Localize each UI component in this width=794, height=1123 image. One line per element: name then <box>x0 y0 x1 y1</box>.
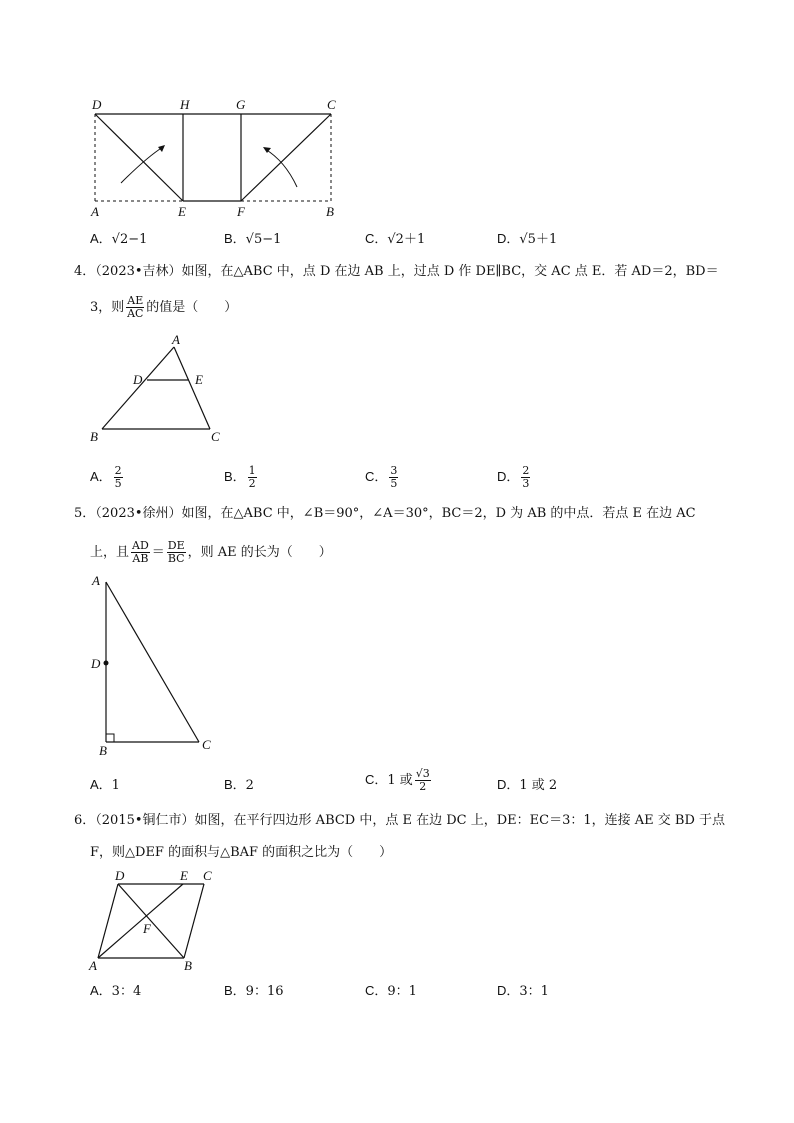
q4-stem-line1 <box>74 262 719 282</box>
q5-option-c[interactable] <box>365 768 433 793</box>
q6-option-b[interactable] <box>224 981 284 1002</box>
q6-option-d-key: D． <box>497 983 520 998</box>
q6-label-a: A <box>89 958 97 973</box>
q6-option-c-text: 9：1 <box>387 984 417 999</box>
q5-option-d-key: D． <box>497 777 520 792</box>
q3-option-c-key: C． <box>365 231 388 246</box>
q5-line2-suffix: ，则 AE 的长为（ ） <box>187 545 332 560</box>
q4-stem-line2 <box>90 295 237 320</box>
q5-source: （2023•徐州） <box>95 506 182 521</box>
q5-option-d[interactable] <box>497 775 557 796</box>
q6-text-line1: 如图，在平行四边形 ABCD 中，点 E 在边 DC 上，DE：EC＝3：1，连接 AE 交 BD 于点 <box>194 813 726 828</box>
q3-option-a-key: A． <box>90 231 112 246</box>
q5-option-c-numerator: √3 <box>415 767 430 780</box>
q5-fraction1-denominator: AB <box>132 552 149 565</box>
q4-option-c-fraction <box>389 465 398 490</box>
q5-option-c-fraction <box>415 768 431 793</box>
q5-label-b: B <box>99 743 107 757</box>
q6-number: 6． <box>74 813 96 828</box>
q5-stem-line1 <box>74 504 696 524</box>
q5-label-a: A <box>92 573 100 588</box>
q6-segment-bc <box>184 884 204 958</box>
q4-label-e: E <box>195 372 203 387</box>
q3-option-d[interactable] <box>497 229 557 250</box>
q5-option-b-key: B． <box>224 777 246 792</box>
q6-segment-bd <box>118 884 184 958</box>
q5-option-c-denominator: 2 <box>419 780 427 793</box>
q5-option-a[interactable] <box>90 775 120 796</box>
q5-option-b[interactable] <box>224 775 254 796</box>
q4-label-c: C <box>211 429 220 444</box>
q5-label-c: C <box>202 737 211 752</box>
q3-figure <box>85 95 345 220</box>
q5-fraction-ad-ab <box>131 540 150 565</box>
q3-label-f: F <box>237 204 245 219</box>
q3-label-b: B <box>326 204 334 219</box>
q6-stem-line1 <box>74 811 725 831</box>
q4-option-a-numerator: 2 <box>114 464 122 477</box>
q6-label-b: B <box>184 958 192 973</box>
q5-stem-line2 <box>90 540 332 565</box>
q5-figure <box>86 572 221 757</box>
q4-source: （2023•吉林） <box>95 264 182 279</box>
q4-option-c-key: C． <box>365 469 388 484</box>
q4-option-a[interactable] <box>90 465 125 490</box>
q6-segment-ad <box>98 884 118 958</box>
q3-option-b-text: √5−1 <box>245 232 282 247</box>
q4-fraction-denominator: AC <box>127 307 144 320</box>
q6-option-b-text: 9：16 <box>245 984 284 999</box>
q3-label-a: A <box>91 204 99 219</box>
q4-option-d-numerator: 2 <box>522 464 530 477</box>
q6-option-b-key: B． <box>224 983 246 998</box>
q5-line2-prefix: 上，且 <box>90 545 130 560</box>
q5-option-b-text: 2 <box>245 778 254 793</box>
q3-option-c[interactable] <box>365 229 425 250</box>
q5-right-angle-mark <box>106 734 114 742</box>
q6-text-line2: F，则△DEF 的面积与△BAF 的面积之比为（ ） <box>90 845 393 860</box>
q6-source: （2015•铜仁市） <box>95 813 195 828</box>
q4-label-d: D <box>133 372 143 387</box>
q4-option-a-key: A． <box>90 469 112 484</box>
q6-figure <box>86 866 221 976</box>
q5-label-d: D <box>91 656 101 671</box>
q3-arrowhead-left <box>158 145 165 152</box>
q4-option-d-fraction <box>521 465 530 490</box>
q4-option-d[interactable] <box>497 465 532 490</box>
q5-fraction2-denominator: BC <box>167 552 185 565</box>
q6-option-c-key: C． <box>365 983 388 998</box>
q5-text-line1: 如图，在△ABC 中，∠B＝90°，∠A＝30°，BC＝2，D 为 AB 的中点．若点 E 在边 AC <box>181 506 696 521</box>
q3-option-a-text: √2−1 <box>111 232 148 247</box>
q4-option-b[interactable] <box>224 465 259 490</box>
q6-option-a[interactable] <box>90 981 141 1002</box>
q4-option-c-denominator: 5 <box>390 477 398 490</box>
q3-label-h: H <box>180 97 190 112</box>
q4-label-b: B <box>90 429 98 444</box>
q4-fraction <box>126 295 144 320</box>
q6-option-c[interactable] <box>365 981 417 1002</box>
q4-line2-suffix: 的值是（ ） <box>146 300 238 315</box>
q5-fraction2-numerator: DE <box>167 539 185 552</box>
q5-point-d <box>104 661 109 666</box>
q3-option-d-text: √5＋1 <box>519 232 558 247</box>
q4-option-b-key: B． <box>224 469 246 484</box>
q6-option-d[interactable] <box>497 981 549 1002</box>
q3-option-b[interactable] <box>224 229 281 250</box>
q4-label-a: A <box>172 333 180 347</box>
q5-option-c-prefix: 1 或 <box>387 773 413 788</box>
q6-segment-ae <box>98 884 183 958</box>
q4-figure <box>88 333 228 448</box>
q4-option-d-denominator: 3 <box>522 477 530 490</box>
q4-segment-ab <box>102 347 174 429</box>
q4-option-a-fraction <box>114 465 123 490</box>
q4-option-b-denominator: 2 <box>248 477 256 490</box>
q3-option-b-key: B． <box>224 231 246 246</box>
q3-fold-arrow-left <box>121 147 163 183</box>
q4-option-b-numerator: 1 <box>248 464 256 477</box>
q5-number: 5． <box>74 506 96 521</box>
q3-segment-de <box>95 114 183 201</box>
q4-line2-prefix: 3，则 <box>90 300 125 315</box>
q4-option-a-denominator: 5 <box>114 477 122 490</box>
q5-fraction-de-bc <box>167 540 186 565</box>
q3-label-e: E <box>178 204 186 219</box>
q6-option-a-key: A． <box>90 983 112 998</box>
q3-option-a[interactable] <box>90 229 147 250</box>
q4-fraction-numerator: AE <box>127 294 144 307</box>
q4-number: 4． <box>74 264 96 279</box>
q6-label-e: E <box>180 868 188 883</box>
q5-equals: ＝ <box>151 545 165 560</box>
q4-segment-ac <box>174 347 210 429</box>
q6-label-c: C <box>203 868 212 883</box>
q5-option-c-key: C． <box>365 772 388 787</box>
q6-stem-line2 <box>90 843 392 863</box>
q3-option-d-key: D． <box>497 231 520 246</box>
q3-option-c-text: √2＋1 <box>387 232 426 247</box>
q5-fraction1-numerator: AD <box>132 539 149 552</box>
q3-fold-arrow-right <box>265 149 297 187</box>
q3-label-g: G <box>236 97 246 112</box>
q6-option-a-text: 3：4 <box>111 984 142 999</box>
q5-segment-ac <box>106 582 199 742</box>
q5-option-d-text: 1 或 2 <box>519 778 558 793</box>
q6-option-d-text: 3：1 <box>519 984 549 999</box>
q4-option-d-key: D． <box>497 469 520 484</box>
q6-label-f: F <box>143 921 151 936</box>
q4-text-line1: 如图，在△ABC 中，点 D 在边 AB 上，过点 D 作 DE∥BC，交 AC 点 E．若 AD＝2，BD＝ <box>181 264 719 279</box>
q3-label-d: D <box>92 97 102 112</box>
q3-label-c: C <box>327 97 336 112</box>
q4-option-c-numerator: 3 <box>390 464 398 477</box>
q4-option-c[interactable] <box>365 465 400 490</box>
q4-option-b-fraction <box>248 465 257 490</box>
q6-label-d: D <box>115 868 125 883</box>
q5-option-a-text: 1 <box>111 778 120 793</box>
q5-option-a-key: A． <box>90 777 112 792</box>
q3-segment-cf <box>241 114 331 201</box>
